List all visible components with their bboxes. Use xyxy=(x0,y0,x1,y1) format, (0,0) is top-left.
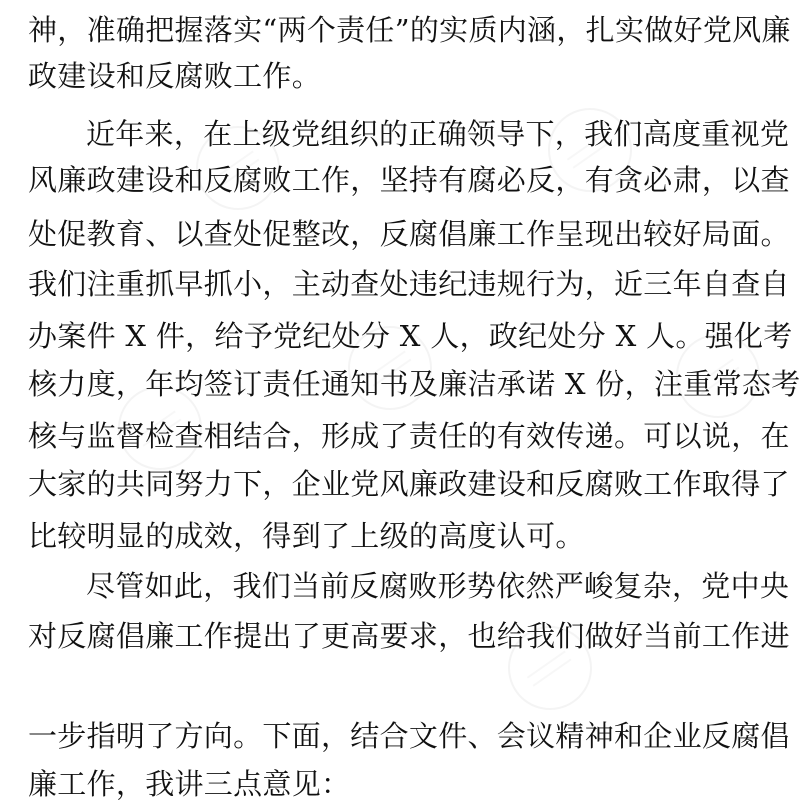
paragraph-line: 风廉政建设和反腐败工作，坚持有腐必反，有贪必肃，以查 xyxy=(28,163,790,197)
paragraph-line: 尽管如此，我们当前反腐败形势依然严峻复杂，党中央 xyxy=(86,569,790,603)
paragraph-line: 对反腐倡廉工作提出了更高要求，也给我们做好当前工作进 xyxy=(28,619,790,653)
paragraph-line: 大家的共同努力下，企业党风廉政建设和反腐败工作取得了 xyxy=(28,467,790,501)
paragraph-line: 神，准确把握落实“两个责任”的实质内涵，扎实做好党风廉 xyxy=(28,13,791,47)
paragraph-line: 核与监督检查相结合，形成了责任的有效传递。可以说，在 xyxy=(28,419,790,453)
paragraph-line: 政建设和反腐败工作。 xyxy=(28,59,322,93)
paragraph-line: 一步指明了方向。下面，结合文件、会议精神和企业反腐倡 xyxy=(28,719,790,753)
paragraph-line: 廉工作，我讲三点意见： xyxy=(28,767,351,801)
paragraph-line: 办案件 X 件，给予党纪处分 X 人，政纪处分 X 人。强化考 xyxy=(28,319,793,353)
paragraph-line: 核力度，年均签订责任通知书及廉洁承诺 X 份，注重常态考 xyxy=(28,367,800,401)
paragraph-line: 处促教育、以查处促整改，反腐倡廉工作呈现出较好局面。 xyxy=(28,217,790,251)
paragraph-line: 比较明显的成效，得到了上级的高度认可。 xyxy=(28,519,585,553)
paragraph-line: 我们注重抓早抓小，主动查处违纪违规行为，近三年自查自 xyxy=(28,267,790,301)
paragraph-line: 近年来，在上级党组织的正确领导下，我们高度重视党 xyxy=(86,117,790,151)
